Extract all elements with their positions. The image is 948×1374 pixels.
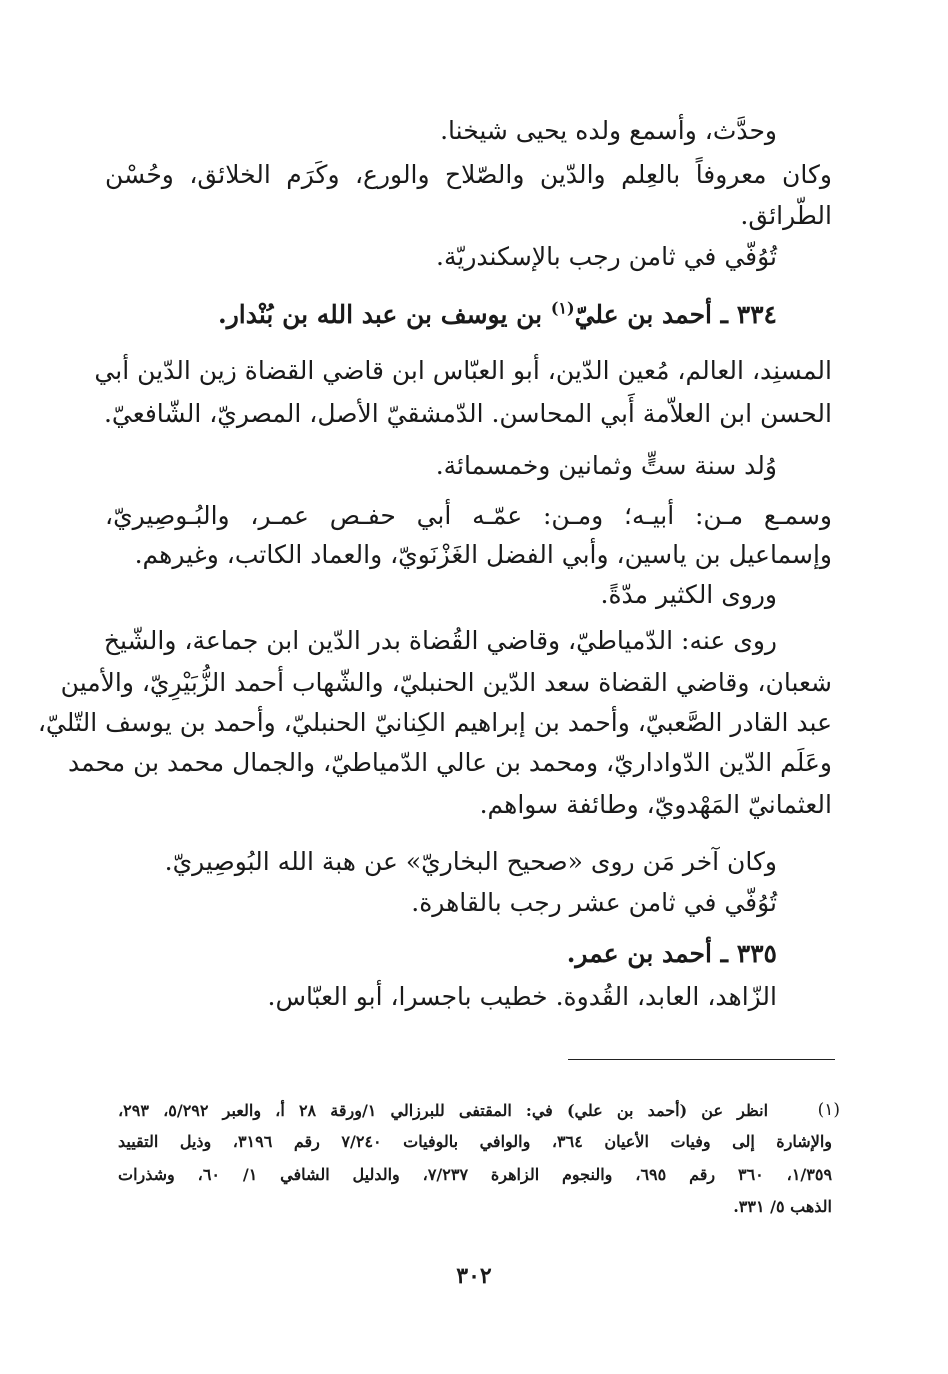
entry-heading-text: بن يوسف بن عبد الله بن بُنْدار.	[218, 300, 543, 329]
footnote-number: (١)	[817, 1100, 840, 1120]
text-line: الزّاهد، العابد، القُدوة. خطيب باجسرا، أبو العبّاس.	[267, 982, 777, 1011]
text-line: وكان معروفاً بالعِلم والدّين والصّلاح والورع، وكَرَم الخلائق، وحُسْن	[105, 160, 832, 189]
text-line: وحدَّث، وأسمع ولده يحيى شيخنا.	[440, 116, 777, 145]
text-line: شعبان، وقاضي القضاة سعد الدّين الحنبليّ، والشّهاب أحمد الزُّبَيْرِيّ، والأمين	[60, 668, 832, 697]
text-line: العثمانيّ المَهْدويّ، وطائفة سواهم.	[479, 790, 832, 819]
text-line: الطّرائق.	[740, 201, 832, 230]
footnote-line: والإشارة إلى وفيات الأعيان ٣٦٤، والوافي بالوفيات ٧/٢٤٠ رقم ٣١٩٦، وذيل التقييد	[118, 1132, 832, 1151]
text-line: تُوُفّي في ثامن رجب بالإسكندريّة.	[436, 242, 777, 271]
text-line: عبد القادر الصَّعبيّ، وأحمد بن إبراهيم الكِنانيّ الحنبليّ، وأحمد بن يوسف التّليّ،	[37, 708, 832, 737]
footnote-line: الذهب ٥/ ٣٣١.	[733, 1197, 832, 1216]
entry-heading-text: ٣٣٤ ـ أحمد بن عليّ	[574, 300, 777, 329]
text-line: وكان آخر مَن روى «صحيح البخاريّ» عن هبة الله البُوصِيريّ.	[164, 847, 777, 876]
footnote-line: انظر عن (أحمد بن علي) في: المقتفى للبرزالي ١/ورقة ٢٨ أ، والعبر ٥/٢٩٢، ٢٩٣،	[118, 1101, 769, 1120]
entry-heading-334	[105, 296, 777, 334]
text-line: روى عنه: الدّمياطيّ، وقاضي القُضاة بدر الدّين ابن جماعة، والشّيخ	[103, 626, 777, 655]
text-line: وُلد سنة ستٍّ وثمانين وخمسمائة.	[435, 451, 777, 480]
text-line: تُوُفّي في ثامن عشر رجب بالقاهرة.	[411, 888, 777, 917]
text-line: المسنِد، العالم، مُعين الدّين، أبو العبّاس ابن قاضي القضاة زين الدّين أبي	[94, 356, 832, 385]
text-line: وروى الكثير مدّةً.	[600, 580, 777, 609]
text-line: وسمـع مـن: أبيـه؛ ومـن: عمّـه أبي حفـص عمـر، والبُـوصِيريّ،	[105, 501, 832, 530]
text-line: وعَلَم الدّين الدّواداريّ، ومحمد بن عالي الدّمياطيّ، والجمال محمد بن محمد	[68, 748, 832, 777]
text-line: وإسماعيل بن ياسين، وأبي الفضل الغَزْنَويّ، والعماد الكاتب، وغيرهم.	[134, 540, 832, 569]
footnote-separator	[568, 1059, 835, 1060]
footnote-reference: (١)	[550, 298, 575, 318]
entry-heading-335: ٣٣٥ ـ أحمد بن عمر.	[566, 939, 777, 968]
footnote-line: ١/٣٥٩، ٣٦٠ رقم ٦٩٥، والنجوم الزاهرة ٧/٢٣٧، والدليل الشافي ١/ ٦٠، وشذرات	[118, 1165, 833, 1184]
text-line: الحسن ابن العلاّمة أَبي المحاسن. الدّمشقيّ الأصل، المصريّ، الشّافعيّ.	[103, 399, 832, 428]
page-number: ٣٠٢	[456, 1263, 492, 1289]
